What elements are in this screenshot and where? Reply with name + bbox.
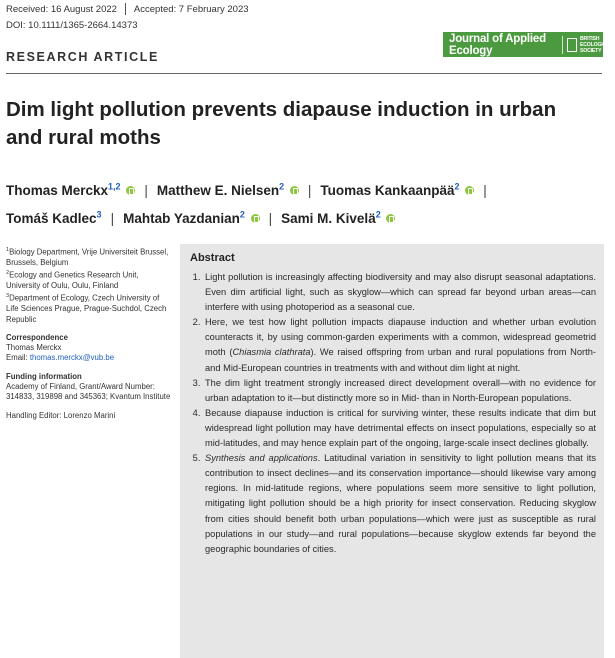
journal-name: Journal of Applied Ecology [449,32,546,57]
author[interactable]: Thomas Merckx$^{1,2}$ [6,183,135,198]
orcid-icon[interactable] [290,186,299,195]
article-type: RESEARCH ARTICLE [6,50,159,64]
divider [125,3,126,15]
orcid-icon[interactable] [251,214,260,223]
society-logo [562,35,613,54]
funding-heading: Funding information [6,371,82,381]
correspondence [6,333,171,364]
orcid-icon[interactable] [386,214,395,223]
author-separator: | [483,182,487,198]
email-link[interactable]: thomas.merckx@vub.be [29,353,115,363]
doi[interactable]: DOI: 10.1111/1365-2664.14373 [6,20,138,31]
affiliations [6,245,171,325]
article-sidebar [6,245,171,429]
author[interactable]: Matthew E. Nielsen$^2$ [157,183,299,198]
author[interactable]: Tuomas Kankaanpää$^2$ [320,183,474,198]
abstract-point: 4. Because diapause induction is critical for surviving winter, these results indicate that dim but widespread light pollution may have detrimental effects on insect populations, especially so at mid-latitudes, and may hence explain part of the ongoing, large-scale insect declines globally. [203,406,596,451]
synthesis-label: Synthesis and applications [205,453,318,464]
author-affiliation[interactable]: 1,2 [108,181,121,191]
funding [6,372,171,403]
author-affiliation[interactable]: 2 [279,181,285,191]
author-separator: | [144,182,148,198]
author-affiliation[interactable]: 2 [239,209,245,220]
journal-badge[interactable] [443,32,613,57]
funding-text: Academy of Finland, Grant/Award Number: 314833, 319898 and 345363; Kvantum Institute [6,382,171,402]
author-list [6,174,606,231]
accepted-date: Accepted: 7 February 2023 [133,3,249,15]
society-name: BRITISH ECOLOGICAL SOCIETY [580,35,613,54]
abstract-list [190,270,596,557]
abstract-heading: Abstract [190,252,235,264]
author-separator: | [307,182,312,198]
author-affiliation[interactable]: 3 [96,209,102,220]
society-logo-icon [567,38,577,52]
author[interactable]: Mahtab Yazdanian$^2$ [123,211,260,226]
abstract-point: 2. Here, we test how light pollution impacts diapause induction and whether urban evolution counteracts it, by using common-garden experiments with a common, widespread geometrid moth (Chiasmia clathrata). We raised offspring from urban and rural populations from North- and Mid-European countries in treatments with and without dim light at night. [203,315,596,375]
affiliation: $^1$Biology Department, Vrije Universiteit Brussel, Brussels, Belgium [6,247,169,267]
abstract-point: 5. Synthesis and applications. Latitudinal variation in sensitivity to light pollution means that its contribution to insect declines—and its conservation importance—should likewise vary among regions. In mid-latitude regions, where populations seem more sensitive to light pollution, mitigating light pollution should be a high priority for insect conservation. Reducing skyglow from cities should benefit both urban populations—which were just as susceptible as rural populations in our study—and rural populations—because skyglow extends far beyond the geographic boundaries of cities. [203,451,596,557]
affiliation: $^3$Department of Ecology, Czech University of Life Sciences Prague, Prague-Suchdol, Czech Republic [6,293,167,324]
author[interactable]: Sami M. Kivelä$^2$ [281,211,395,226]
abstract-box [180,244,604,658]
correspondence-heading: Correspondence [6,332,68,342]
abstract-point: 1. Light pollution is increasingly affecting biodiversity and may also disrupt seasonal adaptations. Even dim artificial light, such as skyglow—which can spread far beyond urban areas—can interfere with using photoperiod as a seasonal cue. [203,270,596,315]
author-affiliation[interactable]: 2 [375,209,381,220]
author-separator: | [268,211,273,226]
author-separator: | [110,211,115,226]
abstract-point: 3. The dim light treatment strongly increased direct development overall—with no evidence for urban adaptation to it—but distinctly more so in Mid- than in North-European populations. [203,376,596,406]
affiliation: $^2$Ecology and Genetics Research Unit, University of Oulu, Oulu, Finland [6,270,139,291]
correspondence-name: Thomas Merckx [6,343,62,353]
received-date: Received: 16 August 2022 [6,3,117,15]
title-divider [6,73,602,74]
species-name: Chiasmia clathrata [232,347,311,358]
author-affiliation[interactable]: 2 [454,181,460,191]
handling-editor: Handling Editor: Lorenzo Marini [6,410,116,420]
correspondence-email-line: Email: thomas.merckx@vub.be [6,353,115,363]
article-title: Dim light pollution prevents diapause induction in urban and rural moths [6,98,557,149]
orcid-icon[interactable] [465,186,474,195]
dates-line [6,3,249,15]
orcid-icon[interactable] [126,186,135,195]
author[interactable]: Tomáš Kadlec$^3$ [6,209,102,226]
